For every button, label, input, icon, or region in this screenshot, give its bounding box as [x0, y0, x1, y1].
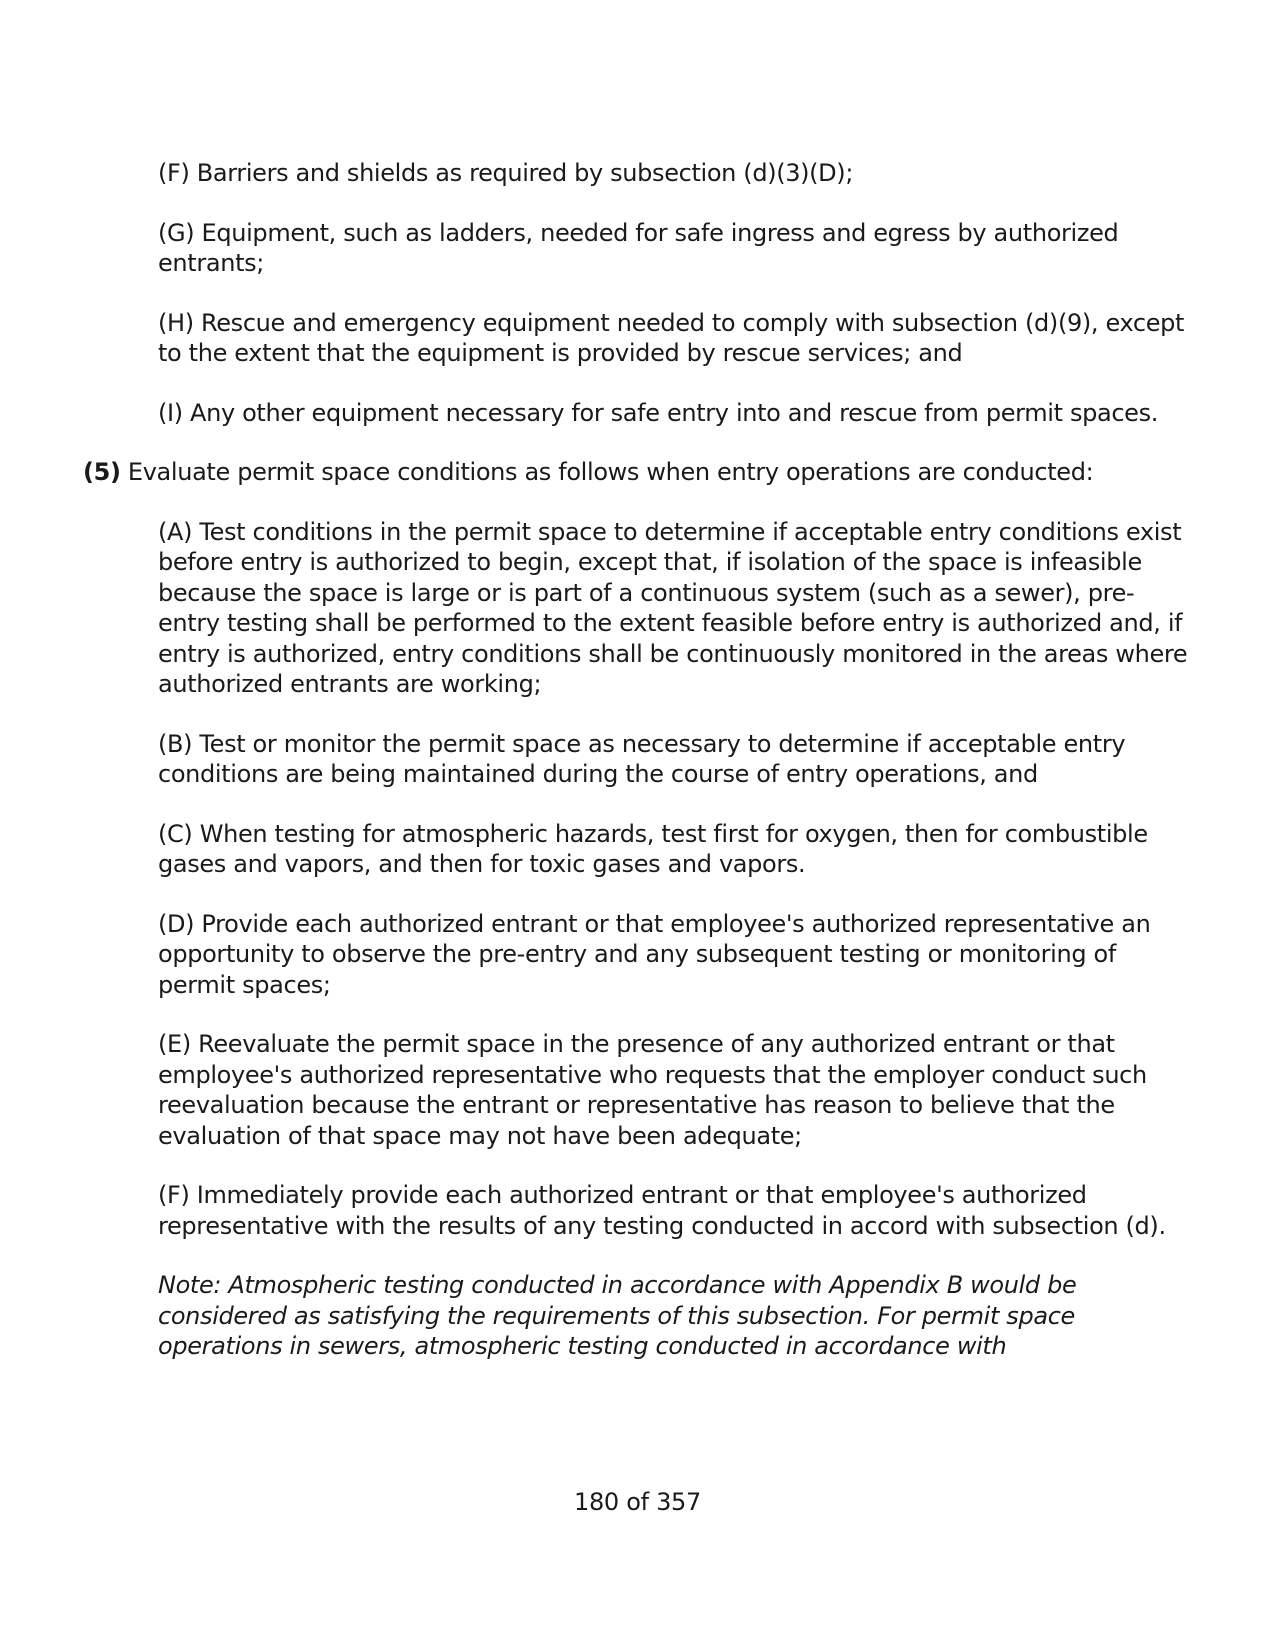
paragraph-a-test-conditions: (A) Test conditions in the permit space to determine if acceptable entry conditions exist before entry is authorized to begin, except that, if isolation of the space is infeasible because the space is large or is part of a continuous system (such as a sewer), pre-entry testing shall be performed to the extent feasible before entry is authorized and, if entry is authorized, entry conditions shall be continuously monitored in the areas where authorized entrants are working; — [158, 517, 1188, 698]
paragraph-d-observe: (D) Provide each authorized entrant or that employee's authorized representative an opportunity to observe the pre-entry and any subsequent testing or monitoring of permit spaces; — [158, 909, 1151, 999]
note-paragraph: Note: Atmospheric testing conducted in accordance with Appendix B would be considered as satisfying the requirements of this subsection. For permit space operations in sewers, atmospheric testing conducted in accordance with — [158, 1271, 1077, 1360]
section-5-number: (5) — [83, 458, 121, 486]
paragraph-i-other-equipment: (I) Any other equipment necessary for safe entry into and rescue from permit spaces. — [158, 398, 1159, 427]
paragraph-h-rescue: (H) Rescue and emergency equipment needed to comply with subsection (d)(9), except to the extent that the equipment is provided by rescue services; and — [158, 308, 1185, 367]
page-content — [83, 158, 1193, 1362]
section-5-text: Evaluate permit space conditions as follows when entry operations are conducted: — [127, 458, 1094, 486]
paragraph-f-barriers: (F) Barriers and shields as required by subsection (d)(3)(D); — [158, 159, 854, 187]
paragraph-g-equipment: (G) Equipment, such as ladders, needed for safe ingress and egress by authorized entrants; — [158, 218, 1119, 277]
page-number: 180 of 357 — [573, 1488, 701, 1516]
paragraph-e-reevaluate: (E) Reevaluate the permit space in the presence of any authorized entrant or that employee's authorized representative who requests that the employer conduct such reevaluation because the entrant or representative has reason to believe that the evaluation of that space may not have been adequate; — [158, 1030, 1147, 1150]
paragraph-c-atmospheric: (C) When testing for atmospheric hazards, test first for oxygen, then for combustible gases and vapors, and then for toxic gases and vapors. — [158, 819, 1148, 878]
section-5-heading — [83, 457, 1193, 488]
paragraph-f-results: (F) Immediately provide each authorized entrant or that employee's authorized representative with the results of any testing conducted in accord with subsection (d). — [158, 1181, 1166, 1240]
paragraph-b-monitor: (B) Test or monitor the permit space as necessary to determine if acceptable entry conditions are being maintained during the course of entry operations, and — [158, 729, 1126, 788]
